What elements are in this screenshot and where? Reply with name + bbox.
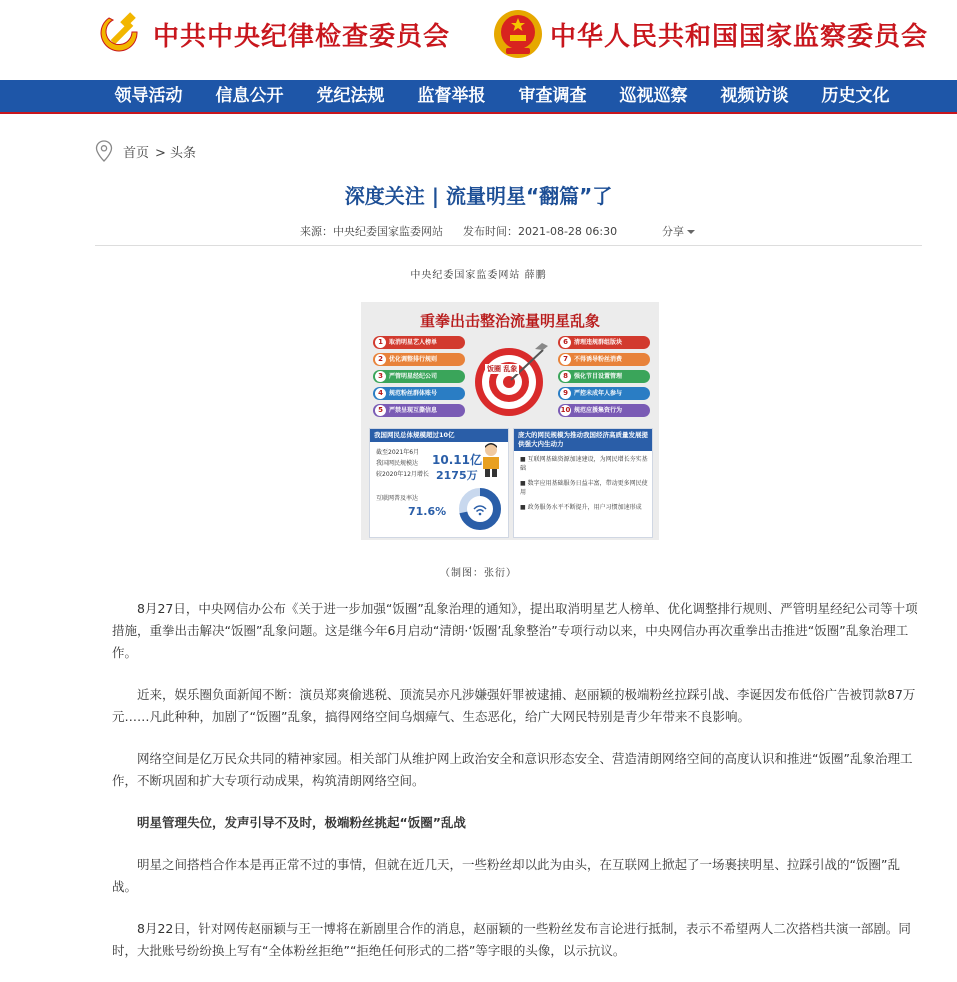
- nav-item-leadership[interactable]: 领导活动: [114, 86, 183, 106]
- nav-item-regulations[interactable]: 党纪法规: [316, 86, 385, 106]
- article-infographic: [361, 302, 659, 540]
- nav-item-investigation[interactable]: 审查调查: [518, 86, 587, 106]
- ccdi-name: 中共中央纪律检查委员会: [153, 21, 451, 52]
- measure-pill: 1 取消明星艺人榜单: [373, 336, 465, 349]
- measure-pill: 5 严禁呈现互撕信息: [373, 404, 465, 417]
- nav-item-inspection[interactable]: 巡视巡察: [619, 86, 688, 106]
- share-label: 分享: [662, 225, 684, 238]
- economy-panel: [513, 428, 653, 538]
- measure-pill: 4 规范粉丝群体账号: [373, 387, 465, 400]
- nsc-logo[interactable]: [492, 8, 928, 60]
- article-title: 深度关注 | 流量明星“翻篇”了: [344, 184, 613, 208]
- penetration-rate: 71.6%: [408, 505, 447, 518]
- economy-bullets: [514, 451, 652, 512]
- location-pin-icon: [95, 140, 113, 162]
- article-time: 发布时间：2021-08-28 06:30: [463, 225, 618, 238]
- national-emblem-icon: [492, 8, 544, 60]
- nav-item-video[interactable]: 视频访谈: [720, 86, 789, 106]
- main-nav: [0, 80, 957, 114]
- measure-pill: 8 强化节目设置管理: [558, 370, 650, 383]
- meta-divider: [95, 245, 922, 246]
- nav-items: [98, 80, 906, 112]
- breadcrumb-home[interactable]: 首页: [123, 145, 150, 161]
- infographic-title: 重拳出击整治流量明星乱象: [419, 312, 600, 330]
- hammer-sickle-icon: [95, 8, 147, 60]
- nav-item-disclosure[interactable]: 信息公开: [215, 86, 284, 106]
- measure-pill: 10 规范应援集资行为: [558, 404, 650, 417]
- caret-down-icon: [686, 228, 696, 236]
- article-paragraph: 近来，娱乐圈负面新闻不断：演员郑爽偷逃税、顶流吴亦凡涉嫌强奸罪被逮捕、赵丽颖的极端粉丝拉踩引战、李诞因发布低俗广告被罚款87万元……凡此种种，加剧了“饭圈”乱象，搞得网络空间乌烟瘴气、生态恶化，给广大网民特别是青少年带来不良影响。: [112, 687, 916, 724]
- measure-pill: 3 严管明星经纪公司: [373, 370, 465, 383]
- nav-stripe: [0, 112, 957, 114]
- article-paragraph: 8月22日，针对网传赵丽颖与王一博将在新剧里合作的消息，赵丽颖的一些粉丝发布言论进行抵制，表示不希望两人二次搭档共演一部剧。同时，大批账号纷纷换上写有“全体粉丝拒绝”“拒绝任何形式的二搭”等字眼的头像，以示抗议。: [112, 921, 911, 958]
- nav-item-report[interactable]: 监督举报: [417, 86, 486, 106]
- target-label: 饭圈 乱象: [487, 365, 518, 373]
- netizen-panel: 我国网民总体规模超过10亿 截至2021年6月 我国网民规模达 10.11亿 较2020年12月增长 2175万 互联网普及率达 71.6%: [369, 428, 509, 538]
- article-subheading: 明星管理失位，发声引导不及时，极端粉丝挑起“饭圈”乱战: [137, 815, 466, 830]
- person-icon: [478, 443, 504, 477]
- share-button[interactable]: [662, 223, 696, 239]
- measure-pill: 7 不得诱导粉丝消费: [558, 353, 650, 366]
- penetration-donut: [458, 487, 502, 531]
- nav-bar: [0, 80, 957, 112]
- list-item: ■ 数字应用基础服务日益丰富，带动更多网民使用: [520, 480, 648, 496]
- article-paragraph: 明星之间搭档合作本是再正常不过的事情，但就在近几天，一些粉丝却以此为由头，在互联网上掀起了一场裹挟明星、拉踩引战的“饭圈”乱战。: [112, 857, 900, 894]
- measure-pill: 9 严控未成年人参与: [558, 387, 650, 400]
- measure-pill: 2 优化调整排行规则: [373, 353, 465, 366]
- article-paragraph: 网络空间是亿万民众共同的精神家园。相关部门从维护网上政治安全和意识形态安全、营造清朗网络空间的高度认识和推进“饭圈”乱象治理工作，不断巩固和扩大专项行动成果，构筑清朗网络空间。: [112, 751, 913, 788]
- nav-item-history[interactable]: 历史文化: [821, 86, 890, 106]
- breadcrumb: [95, 140, 196, 162]
- article-byline: 中央纪委国家监委网站 薛鹏: [410, 270, 547, 281]
- breadcrumb-current[interactable]: > 头条: [155, 145, 197, 161]
- article-paragraph: 8月27日，中央网信办公布《关于进一步加强“饭圈”乱象治理的通知》，提出取消明星艺人榜单、优化调整排行规则、严管明星经纪公司等十项措施，重拳出击解决“饭圈”乱象问题。这是继今年6月启动“清朗·‘饭圈’乱象整治”专项行动以来，中央网信办再次重拳出击推进“饭圈”乱象治理工作。: [112, 601, 918, 660]
- target-icon: [471, 340, 551, 420]
- netizen-panel-head: 我国网民总体规模超过10亿: [370, 429, 508, 442]
- site-header: [0, 0, 957, 80]
- list-item: ■ 政务服务水平不断提升，用户习惯加速形成: [520, 504, 642, 511]
- article-body: [112, 598, 918, 982]
- figure-credit: （制图：张衍）: [440, 568, 517, 579]
- measure-pill: 6 清理违规群组版块: [558, 336, 650, 349]
- list-item: ■ 互联网基础资源加速建设，为网民增长夯实基础: [520, 456, 648, 472]
- economy-panel-head: 庞大的网民规模为推动我国经济高质量发展提供强大内生动力: [514, 429, 652, 451]
- article-source: 来源：中央纪委国家监委网站: [300, 225, 443, 238]
- ccdi-logo[interactable]: [95, 8, 450, 60]
- nsc-name: 中华人民共和国国家监察委员会: [550, 21, 929, 52]
